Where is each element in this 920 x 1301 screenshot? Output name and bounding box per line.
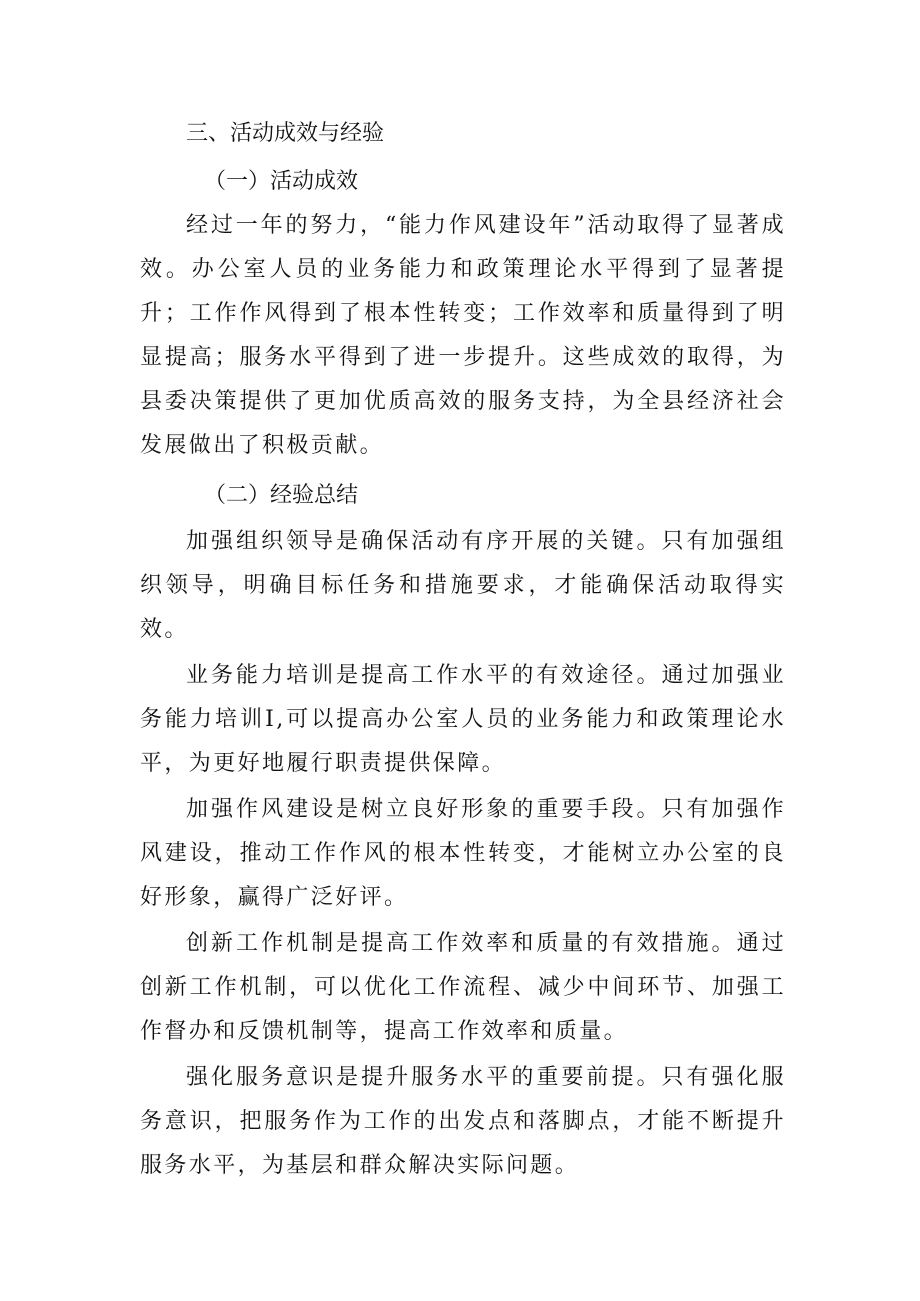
section-heading: 三、活动成效与经验 — [186, 121, 385, 146]
document-body — [140, 112, 786, 1188]
subsection-heading-results: （一）活动成效 — [204, 169, 359, 194]
paragraph-experience-style: 加强作风建设是树立良好形象的重要手段。只有加强作风建设，推动工作作风的根本性转变，才能树立办公室的良好形象，赢得广泛好评。 — [140, 797, 786, 910]
paragraph-experience-service: 强化服务意识是提升服务水平的重要前提。只有强化服务意识，把服务作为工作的出发点和落脚点，才能不断提升服务水平，为基层和群众解决实际问题。 — [140, 1065, 786, 1178]
subsection-heading-experience: （二）经验总结 — [204, 483, 359, 508]
paragraph-experience-leadership: 加强组织领导是确保活动有序开展的关键。只有加强组织领导，明确目标任务和措施要求，才能确保活动取得实效。 — [140, 529, 786, 642]
paragraph-results: 经过一年的努力，“能力作风建设年”活动取得了显著成效。办公室人员的业务能力和政策理论水平得到了显著提升；工作作风得到了根本性转变；工作效率和质量得到了明显提高；服务水平得到了进一步提升。这些成效的取得，为县委决策提供了更加优质高效的服务支持，为全县经济社会发展做出了积极贡献。 — [140, 213, 786, 458]
paragraph-experience-training: 业务能力培训是提高工作水平的有效途径。通过加强业务能力培训I,可以提高办公室人员的业务能力和政策理论水平，为更好地履行职责提供保障。 — [140, 663, 786, 776]
paragraph-experience-mechanism: 创新工作机制是提高工作效率和质量的有效措施。通过创新工作机制，可以优化工作流程、减少中间环节、加强工作督办和反馈机制等，提高工作效率和质量。 — [140, 931, 786, 1044]
